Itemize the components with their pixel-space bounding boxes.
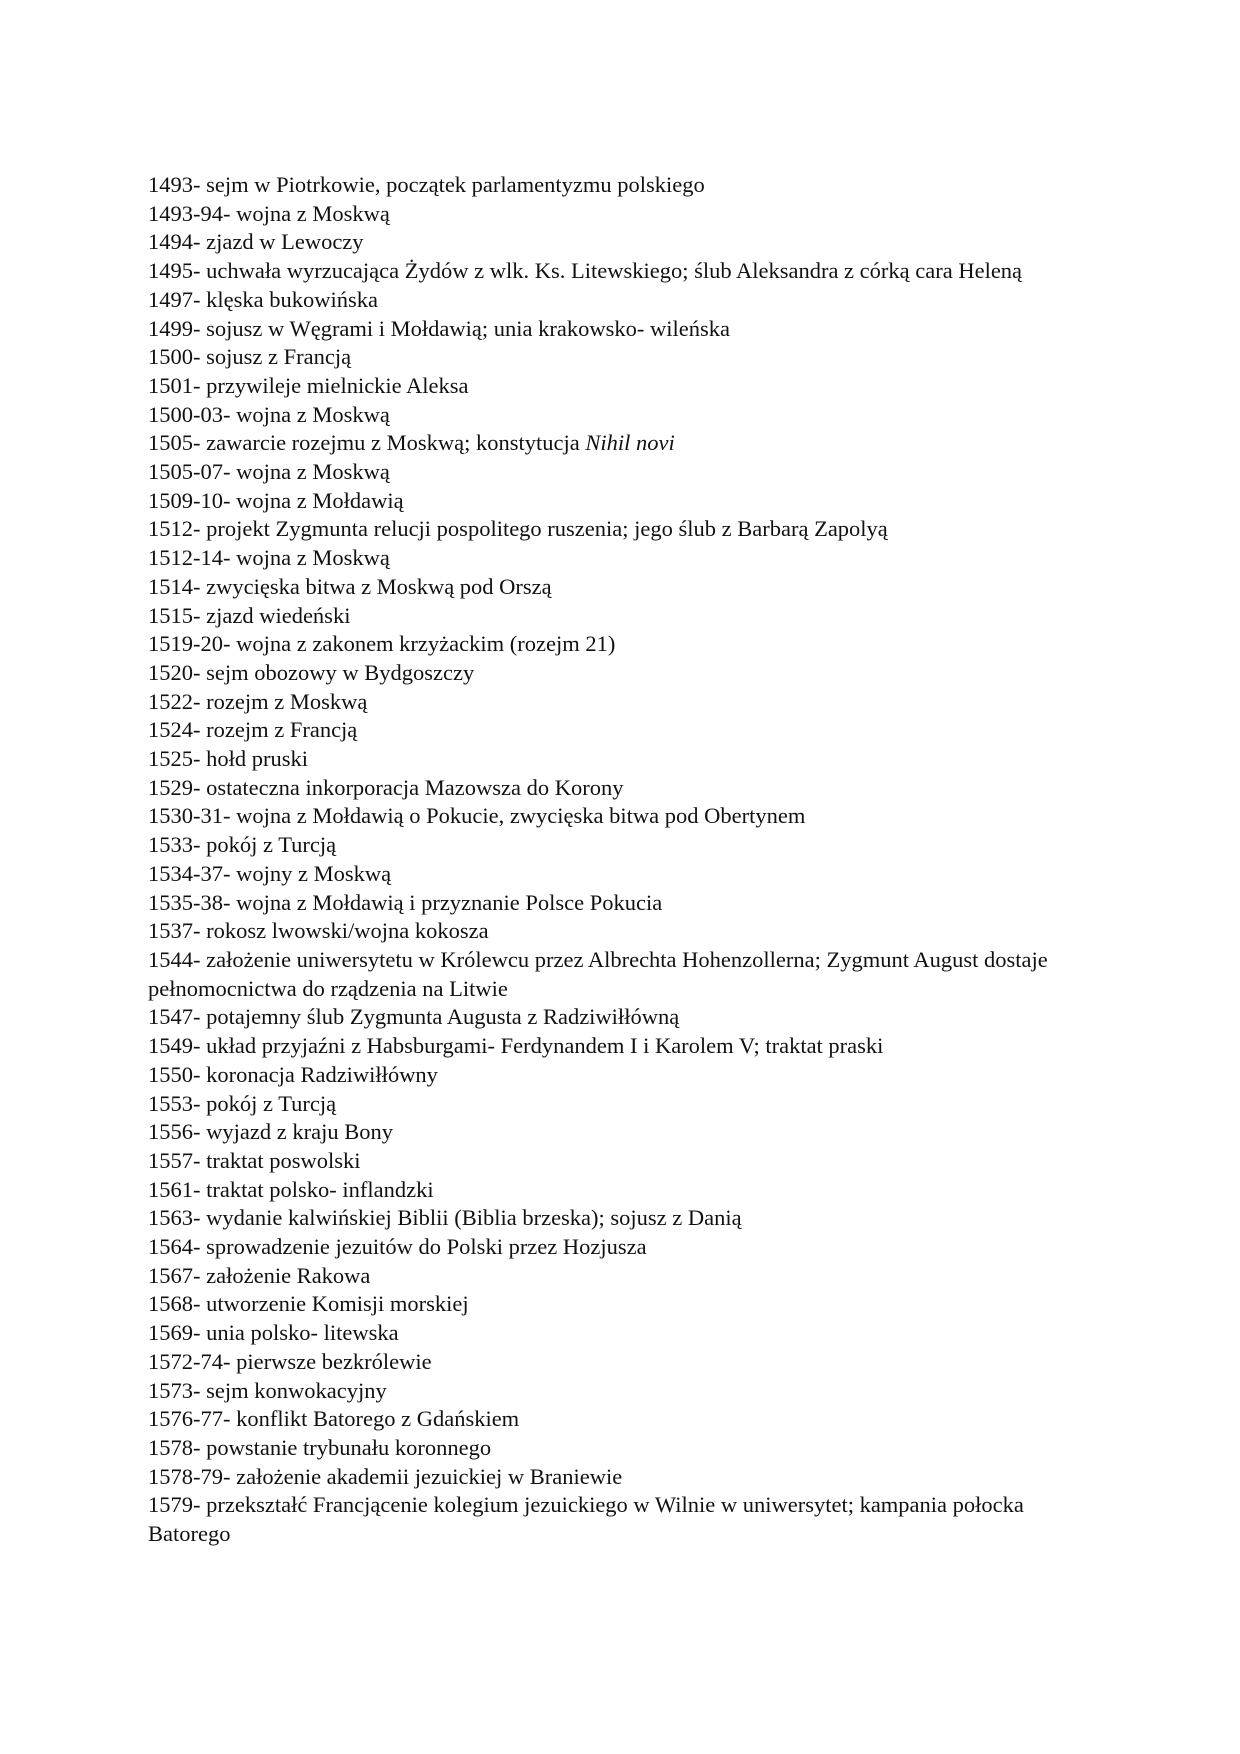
- entry-year: 1550-: [148, 1061, 201, 1087]
- entry-year: 1514-: [148, 573, 201, 599]
- entry-text: sojusz z Francją: [200, 344, 352, 370]
- entry-text: unia polsko- litewska: [200, 1320, 399, 1346]
- entry-text: ostateczna inkorporacja Mazowsza do Korony: [200, 774, 624, 800]
- entry-text: pokój z Turcją: [200, 1090, 337, 1116]
- entry-year: 1556-: [148, 1119, 201, 1145]
- timeline-entry: [148, 946, 1088, 1003]
- entry-year: 1549-: [148, 1033, 201, 1059]
- entry-text: rozejm z Francją: [200, 717, 358, 743]
- entry-text: wyjazd z kraju Bony: [200, 1119, 393, 1145]
- entry-year: 1557-: [148, 1147, 201, 1173]
- timeline-entry: [148, 1377, 1088, 1406]
- timeline-list: [148, 171, 1088, 1549]
- entry-text: wojna z zakonem krzyżackim (rozejm 21): [230, 631, 616, 657]
- entry-text: założenie uniwersytetu w Królewcu przez Albrechta Hohenzollerna; Zygmunt August dostaje pełnomocnictwa do rządzenia na Litwie: [148, 946, 1048, 1001]
- timeline-entry: [148, 401, 1088, 430]
- timeline-entry: [148, 889, 1088, 918]
- timeline-entry: [148, 1147, 1088, 1176]
- entry-year: 1576-77-: [148, 1406, 231, 1432]
- entry-year: 1530-31-: [148, 803, 231, 829]
- entry-year: 1572-74-: [148, 1348, 231, 1374]
- entry-italic-term: Nihil novi: [585, 430, 675, 456]
- timeline-entry: [148, 372, 1088, 401]
- entry-year: 1563-: [148, 1205, 201, 1231]
- entry-year: 1525-: [148, 746, 201, 772]
- entry-year: 1578-79-: [148, 1463, 231, 1489]
- entry-text: zjazd wiedeński: [200, 602, 351, 628]
- entry-text: zawarcie rozejmu z Moskwą; konstytucja: [200, 430, 586, 456]
- timeline-entry: [148, 544, 1088, 573]
- timeline-entry: [148, 1032, 1088, 1061]
- timeline-entry: [148, 1290, 1088, 1319]
- timeline-entry: [148, 1061, 1088, 1090]
- entry-year: 1578-: [148, 1434, 201, 1460]
- entry-text: klęska bukowińska: [200, 286, 378, 312]
- entry-year: 1569-: [148, 1320, 201, 1346]
- entry-text: układ przyjaźni z Habsburgami- Ferdynandem I i Karolem V; traktat praski: [200, 1033, 884, 1059]
- entry-text: uchwała wyrzucająca Żydów z wlk. Ks. Litewskiego; ślub Aleksandra z córką cara Heleną: [200, 258, 1023, 284]
- entry-text: koronacja Radziwiłłówny: [200, 1061, 438, 1087]
- entry-text: przywileje mielnickie Aleksa: [200, 372, 469, 398]
- entry-text: wojna z Mołdawią i przyznanie Polsce Pokucia: [230, 889, 663, 915]
- entry-text: utworzenie Komisji morskiej: [200, 1291, 469, 1317]
- entry-year: 1533-: [148, 832, 201, 858]
- timeline-entry: [148, 1118, 1088, 1147]
- entry-year: 1553-: [148, 1090, 201, 1116]
- timeline-entry: [148, 831, 1088, 860]
- timeline-entry: [148, 1405, 1088, 1434]
- timeline-entry: [148, 286, 1088, 315]
- entry-text: powstanie trybunału koronnego: [200, 1434, 492, 1460]
- entry-year: 1505-07-: [148, 459, 231, 485]
- entry-year: 1505-: [148, 430, 201, 456]
- entry-text: traktat poswolski: [200, 1147, 361, 1173]
- entry-year: 1497-: [148, 286, 201, 312]
- entry-year: 1500-: [148, 344, 201, 370]
- entry-text: sejm obozowy w Bydgoszczy: [200, 659, 475, 685]
- timeline-entry: [148, 1491, 1088, 1548]
- entry-year: 1537-: [148, 918, 201, 944]
- entry-year: 1568-: [148, 1291, 201, 1317]
- entry-text: sejm w Piotrkowie, początek parlamentyzmu polskiego: [200, 172, 705, 197]
- entry-text: sojusz w Węgrami i Mołdawią; unia krakowsko- wileńska: [200, 315, 730, 341]
- timeline-entry: [148, 228, 1088, 257]
- entry-year: 1579-: [148, 1492, 201, 1518]
- timeline-entry: [148, 1233, 1088, 1262]
- timeline-entry: [148, 1319, 1088, 1348]
- entry-year: 1522-: [148, 688, 201, 714]
- timeline-entry: [148, 1090, 1088, 1119]
- entry-text: wydanie kalwińskiej Biblii (Biblia brzeska); sojusz z Danią: [200, 1205, 742, 1231]
- timeline-entry: [148, 1204, 1088, 1233]
- entry-year: 1500-03-: [148, 401, 231, 427]
- entry-year: 1547-: [148, 1004, 201, 1030]
- entry-text: potajemny ślub Zygmunta Augusta z Radziwiłłówną: [200, 1004, 680, 1030]
- timeline-entry: [148, 745, 1088, 774]
- entry-text: pokój z Turcją: [200, 832, 337, 858]
- entry-text: konflikt Batorego z Gdańskiem: [230, 1406, 520, 1432]
- entry-text: zwycięska bitwa z Moskwą pod Orszą: [200, 573, 552, 599]
- entry-year: 1512-14-: [148, 545, 231, 571]
- timeline-entry: [148, 917, 1088, 946]
- entry-year: 1535-38-: [148, 889, 231, 915]
- entry-text: wojna z Moskwą: [230, 200, 390, 226]
- timeline-entry: [148, 315, 1088, 344]
- entry-year: 1495-: [148, 258, 201, 284]
- entry-text: sejm konwokacyjny: [200, 1377, 387, 1403]
- timeline-entry: [148, 716, 1088, 745]
- entry-text: sprowadzenie jezuitów do Polski przez Hozjusza: [200, 1234, 647, 1260]
- timeline-entry: [148, 257, 1088, 286]
- timeline-entry: [148, 1003, 1088, 1032]
- timeline-entry: [148, 1348, 1088, 1377]
- entry-text: wojna z Mołdawią: [230, 487, 404, 513]
- timeline-entry: [148, 429, 1088, 458]
- timeline-entry: [148, 1262, 1088, 1291]
- entry-text: traktat polsko- inflandzki: [200, 1176, 434, 1202]
- timeline-entry: [148, 458, 1088, 487]
- timeline-entry: [148, 860, 1088, 889]
- entry-text: projekt Zygmunta relucji pospolitego ruszenia; jego ślub z Barbarą Zapolyą: [200, 516, 888, 542]
- entry-year: 1534-37-: [148, 860, 231, 886]
- timeline-entry: [148, 573, 1088, 602]
- timeline-entry: [148, 630, 1088, 659]
- entry-year: 1524-: [148, 717, 201, 743]
- entry-year: 1529-: [148, 774, 201, 800]
- timeline-entry: [148, 688, 1088, 717]
- entry-text: wojna z Moskwą: [230, 545, 390, 571]
- timeline-entry: [148, 659, 1088, 688]
- entry-text: rozejm z Moskwą: [200, 688, 368, 714]
- entry-text: wojna z Moskwą: [230, 459, 390, 485]
- entry-text: pierwsze bezkrólewie: [230, 1348, 432, 1374]
- timeline-entry: [148, 1463, 1088, 1492]
- timeline-entry: [148, 343, 1088, 372]
- timeline-entry: [148, 774, 1088, 803]
- entry-year: 1493-94-: [148, 200, 231, 226]
- timeline-entry: [148, 602, 1088, 631]
- entry-year: 1494-: [148, 229, 201, 255]
- timeline-entry: [148, 1176, 1088, 1205]
- entry-year: 1567-: [148, 1262, 201, 1288]
- entry-text: zjazd w Lewoczy: [200, 229, 364, 255]
- entry-text: wojna z Moskwą: [230, 401, 390, 427]
- entry-text: przekształć Francjącenie kolegium jezuickiego w Wilnie w uniwersytet; kampania połocka Batorego: [148, 1492, 1024, 1547]
- timeline-entry: [148, 515, 1088, 544]
- entry-year: 1519-20-: [148, 631, 231, 657]
- entry-year: 1499-: [148, 315, 201, 341]
- timeline-entry: [148, 487, 1088, 516]
- entry-year: 1493-: [148, 172, 201, 197]
- entry-text: założenie akademii jezuickiej w Braniewie: [230, 1463, 623, 1489]
- entry-text: rokosz lwowski/wojna kokosza: [200, 918, 489, 944]
- entry-year: 1520-: [148, 659, 201, 685]
- entry-text: założenie Rakowa: [200, 1262, 371, 1288]
- entry-year: 1515-: [148, 602, 201, 628]
- timeline-entry: [148, 200, 1088, 229]
- timeline-entry: [148, 1434, 1088, 1463]
- timeline-entry: [148, 171, 1088, 200]
- timeline-entry: [148, 802, 1088, 831]
- entry-text: wojny z Moskwą: [230, 860, 392, 886]
- entry-year: 1544-: [148, 946, 201, 972]
- entry-year: 1501-: [148, 372, 201, 398]
- entry-text: wojna z Mołdawią o Pokucie, zwycięska bitwa pod Obertynem: [230, 803, 806, 829]
- entry-year: 1561-: [148, 1176, 201, 1202]
- entry-year: 1564-: [148, 1234, 201, 1260]
- entry-year: 1573-: [148, 1377, 201, 1403]
- entry-year: 1512-: [148, 516, 201, 542]
- entry-year: 1509-10-: [148, 487, 231, 513]
- entry-text: hołd pruski: [200, 746, 309, 772]
